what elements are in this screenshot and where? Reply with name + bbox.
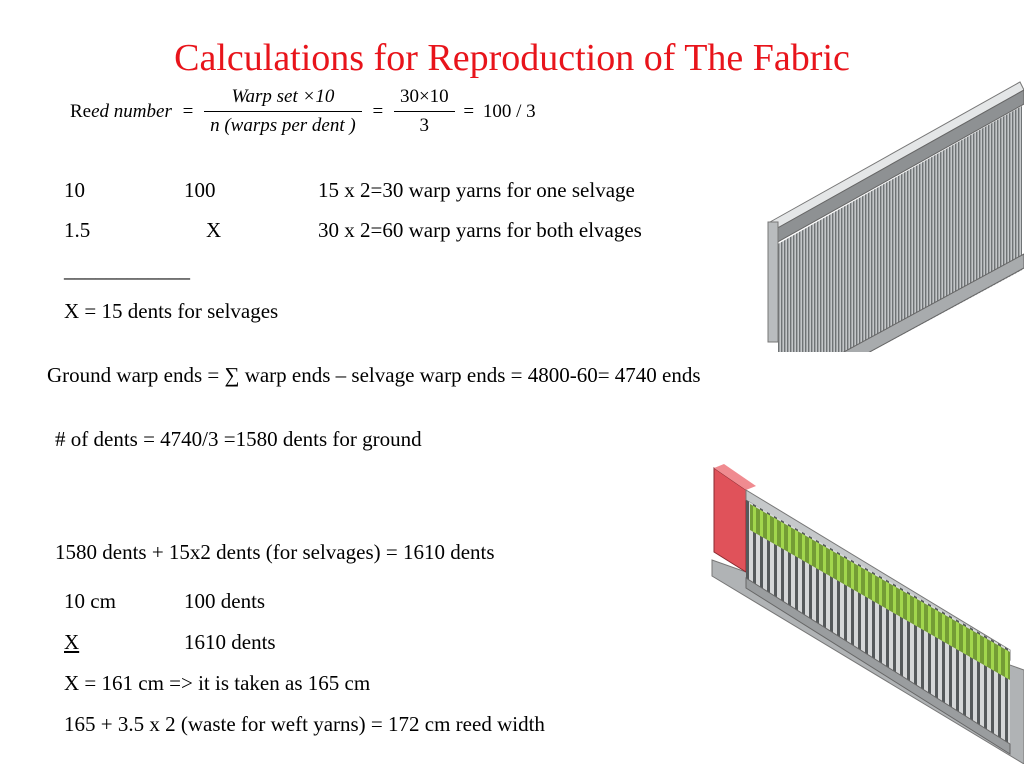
selvage-row-1-c: 15 x 2=30 warp yarns for one selvage [318,178,635,202]
width-row-1-b: 100 dents [184,589,266,613]
width-row-2 [64,630,308,655]
fraction-2-numerator: 30×10 [394,86,455,112]
reed-width-final: 165 + 3.5 x 2 (waste for weft yarns) = 172 cm reed width [64,712,545,736]
formula-result: 100 / 3 [482,100,536,122]
reed-number-formula [70,86,536,137]
formula-fraction-2 [394,86,455,137]
width-row-1-a: 10 cm [64,589,116,613]
fraction-2-denominator: 3 [419,115,430,136]
reed-illustration [760,72,1024,352]
selvage-row-2-c: 30 x 2=60 warp yarns for both elvages [318,218,642,242]
width-row-2-b: 1610 dents [184,630,276,654]
dents-for-ground: # of dents = 4740/3 =1580 dents for ground [55,427,422,451]
selvage-divider: ____________ [64,258,190,282]
ground-warp-ends: Ground warp ends = ∑ warp ends – selvage warp ends = 4800-60= 4740 ends [47,363,701,387]
selvage-row-2-a: 1.5 [64,218,91,242]
selvage-row-1-b: 100 [184,178,216,202]
width-result: X = 161 cm => it is taken as 165 cm [64,671,371,695]
selvage-row-1-a: 10 [64,178,85,202]
reed-detail-illustration [710,460,1024,764]
selvage-row-2-b: X [206,218,222,242]
formula-equals-1: = [182,100,194,122]
fraction-1-numerator: Warp set ×10 [204,86,362,112]
formula-lhs-prefix: Re [70,100,92,122]
width-row-2-a: X [64,630,80,654]
formula-equals-2: = [372,100,384,122]
fraction-1-denominator: n (warps per dent ) [210,115,356,136]
formula-lhs: ed number [91,100,172,122]
selvage-result: X = 15 dents for selvages [64,299,279,323]
total-dents: 1580 dents + 15x2 dents (for selvages) = 1610 dents [55,540,495,564]
formula-equals-3: = [463,100,475,122]
slide-title: Calculations for Reproduction of The Fabric [174,37,850,79]
formula-fraction-1 [204,86,362,137]
